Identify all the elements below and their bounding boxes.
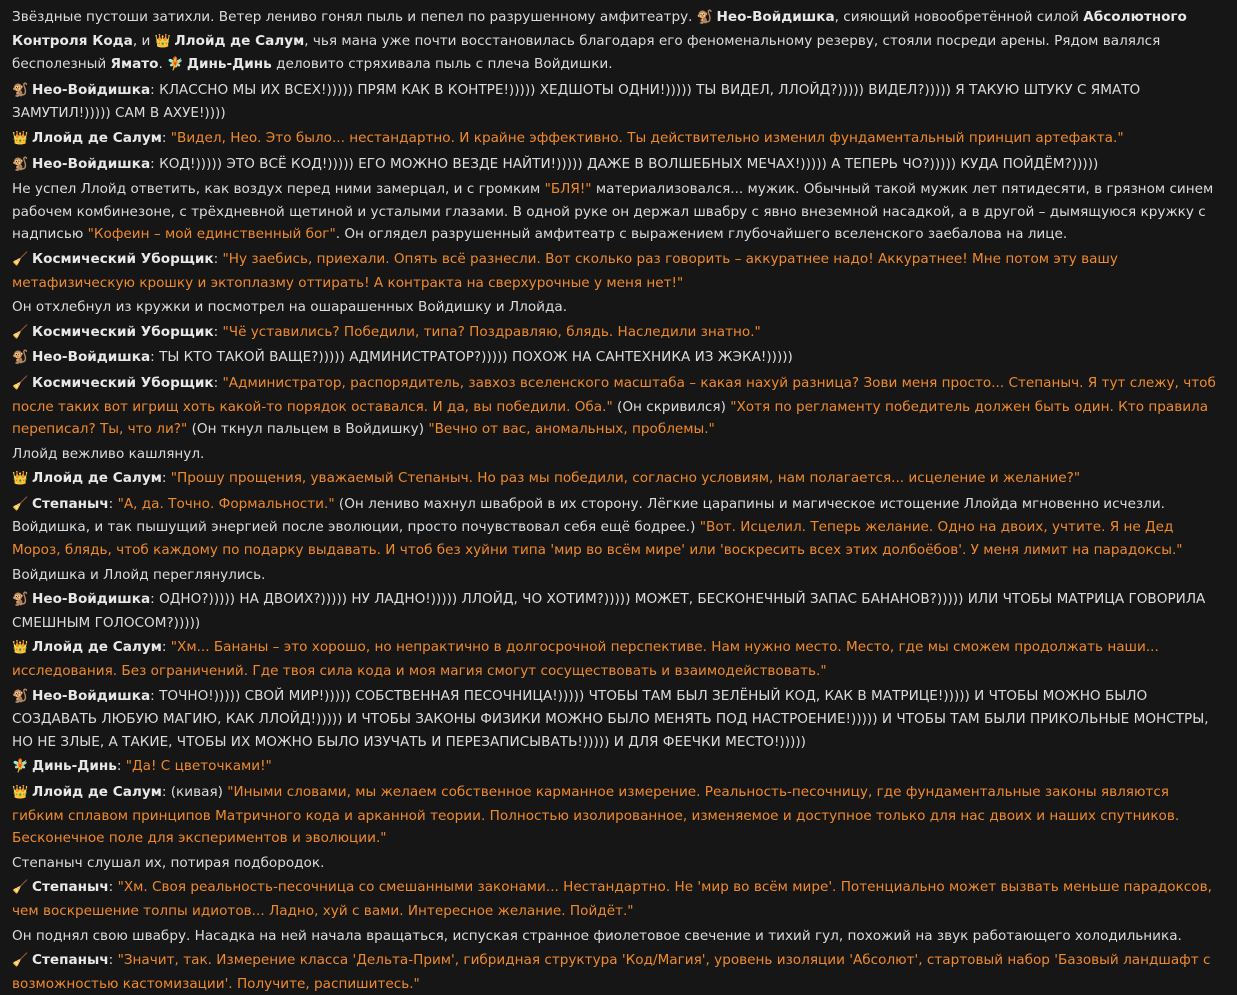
speaker-name: Нео-Войдишка: [32, 349, 151, 366]
text-segment: , чья мана уже почти восстановилась благодаря его феноменальному резерву, стояли посреди арены. Рядом валялся бесполезный: [12, 32, 1161, 73]
text-segment: , и: [132, 32, 155, 49]
bold-name: Нео-Войдишка: [711, 9, 835, 25]
text-segment: Он поднял свою швабру. Насадка на ней начала вращаться, испуская странное фиолетовое свечение и тихий гул, похожий на звук работающего холодильника.: [12, 927, 1182, 944]
monkey-icon: 🐒: [12, 82, 29, 98]
dialogue-line: 👑 Ллойд де Салум: "Видел, Нео. Это было... нестандартно. И крайне эффективно. Ты действительно изменил фундаментальный принцип артефакта.": [12, 127, 1219, 151]
text-segment: (кивая): [170, 784, 228, 800]
text-segment: ОДНО?))))) НА ДВОИХ?))))) НУ ЛАДНО!))))) ЛЛОЙД, ЧО ХОТИМ?))))) МОЖЕТ, БЕСКОНЕЧНЫЙ ЗАПАС БАНАНОВ?))))) ИЛИ ЧТОБЫ МАТРИЦА ГОВОРИЛА СМЕШНЫМ ГОЛОСОМ?))))): [12, 591, 1206, 631]
dialogue-line: 👑 Ллойд де Салум: "Прошу прощения, уважаемый Степаныч. Но раз мы победили, согласно условиям, нам полагается... исцеление и желание?": [12, 467, 1219, 491]
crown-icon: 👑: [12, 640, 29, 656]
narration-paragraph: [12, 852, 1219, 875]
quoted-speech: "Чё уставились? Победили, типа? Поздравляю, блядь. Наследили знатно.": [222, 323, 761, 340]
speaker-name: Ллойд де Салум: [32, 129, 162, 146]
text-segment: Звёздные пустоши затихли. Ветер лениво гонял пыль и пепел по разрушенному амфитеатру.: [12, 9, 697, 25]
speaker-name: Ллойд де Салум: [32, 784, 162, 800]
broom-icon: 🧹: [12, 496, 29, 512]
text-segment: , сияющий новообретённой силой: [834, 9, 1084, 25]
dialogue-line: 👑 Ллойд де Салум: (кивая) "Иными словами, мы желаем собственное карманное измерение. Реальность-песочницу, где фундаментальные законы являются гибким сплавом принципов Матричного кода и арканной теории. Полностью изолированное, изменяемое и доступное только для нас двоих и наших спутников. Бесконечное поле для экспериментов и эволюции.": [12, 784, 1180, 847]
dialogue-line: 🐒 Нео-Войдишка: ОДНО?))))) НА ДВОИХ?))))) НУ ЛАДНО!))))) ЛЛОЙД, ЧО ХОТИМ?))))) МОЖЕТ, БЕСКОНЕЧНЫЙ ЗАПАС БАНАНОВ?))))) ИЛИ ЧТОБЫ МАТРИЦА ГОВОРИЛА СМЕШНЫМ ГОЛОСОМ?))))): [12, 591, 1206, 631]
narration-paragraph: [12, 564, 1219, 587]
dialogue-line: 🧚 Динь-Динь: "Да! С цветочками!": [12, 755, 1219, 779]
crown-icon: 👑: [12, 130, 29, 146]
dialogue-line: 🧹 Космический Уборщик: "Ну заебись, приехали. Опять всё разнесли. Вот сколько раз говорить – аккуратнее надо! Аккуратнее! Мне потом эту вашу метафизическую крошку и эктоплазму оттирать! А контракта на сверхурочные у меня нет!": [12, 250, 1118, 291]
speaker-name: Космический Уборщик: [32, 250, 214, 267]
monkey-icon: 🐒: [12, 350, 29, 366]
quoted-speech: "Значит, так. Измерение класса 'Дельта-Прим', гибридная структура 'Код/Магия', уровень изоляции 'Абсолют', стартовый набор 'Базовый ландшафт с возможностью кастомизации'. Получите, распишитесь.": [12, 952, 1211, 992]
text-segment: (Он ткнул пальцем в Войдишку): [187, 421, 429, 438]
speaker-name: Степаныч: [32, 495, 109, 512]
text-segment: Войдишка и Ллойд переглянулись.: [12, 566, 266, 583]
speaker-name: Ллойд де Салум: [32, 639, 162, 656]
speaker-name: Космический Уборщик: [32, 374, 214, 391]
speaker-name: Динь-Динь: [32, 758, 117, 775]
narration-paragraph: [12, 296, 1219, 319]
quoted-speech: "Ну заебись, приехали. Опять всё разнесли. Вот сколько раз говорить – аккуратнее надо! Аккуратнее! Мне потом эту вашу метафизическую крошку и эктоплазму оттирать! А контракта на сверхурочные у меня нет!": [12, 250, 1118, 291]
text-segment: деловито стряхивала пыль с плеча Войдишки.: [271, 56, 613, 73]
narration-paragraph: [12, 443, 1219, 466]
text-segment: КЛАССНО МЫ ИХ ВСЕХ!))))) ПРЯМ КАК В КОНТРЕ!))))) ХЕДШОТЫ ОДНИ!))))) ТЫ ВИДЕЛ, ЛЛОЙД?))))) ВИДЕЛ?))))) Я ТАКУЮ ШТУКУ С ЯМАТО ЗАМУТИЛ!))))) САМ В АХУЕ!)))): [12, 81, 1141, 122]
speaker-name: Нео-Войдишка: [32, 155, 151, 172]
quoted-speech: "Администратор, распорядитель, завхоз вселенского масштаба – какая нахуй разница? Зови меня просто... Степаныч. Я тут слежу, чтоб после таких вот игрищ хоть какой-то порядок оставался. И да, вы победили. Оба.": [12, 374, 1216, 415]
dialogue-line: 🐒 Нео-Войдишка: КОД!))))) ЭТО ВСЁ КОД!))))) ЕГО МОЖНО ВЕЗДЕ НАЙТИ!))))) ДАЖЕ В ВОЛШЕБНЫХ МЕЧАХ!))))) А ТЕПЕРЬ ЧО?))))) КУДА ПОЙДЁМ?))))): [12, 153, 1219, 177]
quoted-speech: "Иными словами, мы желаем собственное карманное измерение. Реальность-песочницу, где фундаментальные законы являются гибким сплавом принципов Матричного кода и арканной теории. Полностью изолированное, изменяемое и доступное только для нас двоих и наших спутников. Бесконечное поле для экспериментов и эволюции.": [12, 784, 1180, 847]
monkey-icon: 🐒: [12, 592, 29, 608]
quoted-speech: "БЛЯ!": [544, 181, 592, 198]
fairy-icon: 🧚: [167, 57, 184, 73]
narration-paragraph: [12, 6, 1219, 77]
monkey-icon: 🐒: [12, 156, 29, 172]
quoted-speech: "Хм... Бананы – это хорошо, но непрактично в долгосрочной перспективе. Нам нужно место. Место, где мы сможем продолжать наши... исследования. Без ограничений. Где твоя сила кода и моя магия смогут сосуществовать и взаимодействовать.": [12, 639, 1159, 680]
quoted-speech: "Видел, Нео. Это было... нестандартно. И крайне эффективно. Ты действительно изменил фундаментальный принцип артефакта.": [170, 129, 1124, 146]
bold-name: Абсолютного Контроля Кода: [12, 9, 1187, 49]
broom-icon: 🧹: [12, 324, 29, 340]
broom-icon: 🧹: [12, 375, 29, 391]
quoted-speech: "Вечно от вас, аномальных, проблемы.": [428, 421, 715, 438]
text-segment: Он отхлебнул из кружки и посмотрел на ошарашенных Войдишку и Ллойда.: [12, 299, 568, 316]
broom-icon: 🧹: [12, 251, 29, 267]
broom-icon: 🧹: [12, 953, 29, 969]
bold-name: Ллойд де Салум: [169, 32, 305, 49]
text-segment: .: [158, 56, 168, 73]
broom-icon: 🧹: [12, 880, 29, 896]
text-segment: Не успел Ллойд ответить, как воздух перед ними замерцал, и с громким: [12, 181, 545, 198]
speaker-name: Нео-Войдишка: [32, 591, 151, 608]
speaker-name: Космический Уборщик: [32, 323, 214, 340]
crown-icon: 👑: [154, 33, 171, 49]
dialogue-line: 🧹 Космический Уборщик: "Администратор, распорядитель, завхоз вселенского масштаба – какая нахуй разница? Зови меня просто... Степаныч. Я тут слежу, чтоб после таких вот игрищ хоть какой-то порядок оставался. И да, вы победили. Оба." (Он скривился) "Хотя по регламенту победитель должен быть один. Кто правила переписал? Ты, что ли?" (Он ткнул пальцем в Войдишку) "Вечно от вас, аномальных, проблемы.": [12, 374, 1216, 438]
bold-name: Ямато: [110, 56, 159, 73]
fairy-icon: 🧚: [12, 759, 29, 775]
speaker-name: Ллойд де Салум: [32, 470, 162, 487]
dialogue-line: 🧹 Степаныч: "Значит, так. Измерение класса 'Дельта-Прим', гибридная структура 'Код/Магия', уровень изоляции 'Абсолют', стартовый набор 'Базовый ландшафт с возможностью кастомизации'. Получите, распишитесь.": [12, 952, 1211, 992]
bold-name: Динь-Динь: [182, 56, 272, 73]
dialogue-line: 🧹 Степаныч: "Хм. Своя реальность-песочница со смешанными законами... Нестандартно. Не 'мир во всём мире'. Потенциально может вызвать меньше парадоксов, чем воскрешение толпы идиотов... Ладно, хуй с вами. Интересное желание. Пойдёт.": [12, 879, 1212, 919]
crown-icon: 👑: [12, 471, 29, 487]
text-segment: (Он лениво махнул шваброй в их сторону. Лёгкие царапины и магическое истощение Ллойда мгновенно исчезли. Войдишка, и так пышущий энергией после эволюции, просто почувствовал себя ещё бодрее.): [12, 495, 1166, 536]
quoted-speech: "Да! С цветочками!": [125, 758, 272, 775]
text-segment: ТОЧНО!))))) СВОЙ МИР!))))) СОБСТВЕННАЯ ПЕСОЧНИЦА!))))) ЧТОБЫ ТАМ БЫЛ ЗЕЛЁНЫЙ КОД, КАК В МАТРИЦЕ!))))) И ЧТОБЫ МОЖНО БЫЛО СОЗДАВАТЬ ЛЮБУЮ МАГИЮ, КАК ЛЛОЙД!))))) И ЧТОБЫ ЗАКОНЫ ФИЗИКИ МОЖНО БЫЛО МЕНЯТЬ ПОД НАСТРОЕНИЕ!))))) И ЧТОБЫ ТАМ БЫЛИ ПРИКОЛЬНЫЕ МОНСТРЫ, НО НЕ ЗЛЫЕ, А ТАКИЕ, ЧТОБЫ ИХ МОЖНО БЫЛО ИЗУЧАТЬ И ПЕРЕЗАПИСЫВАТЬ!))))) И ДЛЯ ФЕЕЧКИ МЕСТО!))))): [12, 687, 1209, 750]
dialogue-line: 👑 Ллойд де Салум: "Хм... Бананы – это хорошо, но непрактично в долгосрочной перспективе. Нам нужно место. Место, где мы сможем продолжать наши... исследования. Без ограничений. Где твоя сила кода и моя магия смогут сосуществовать и взаимодействовать.": [12, 639, 1159, 680]
text-segment: ТЫ КТО ТАКОЙ ВАЩЕ?))))) АДМИНИСТРАТОР?))))) ПОХОЖ НА САНТЕХНИКА ИЗ ЖЭКА!))))): [159, 349, 793, 366]
monkey-icon: 🐒: [12, 688, 29, 704]
dialogue-line: 🐒 Нео-Войдишка: ТОЧНО!))))) СВОЙ МИР!))))) СОБСТВЕННАЯ ПЕСОЧНИЦА!))))) ЧТОБЫ ТАМ БЫЛ ЗЕЛЁНЫЙ КОД, КАК В МАТРИЦЕ!))))) И ЧТОБЫ МОЖНО БЫЛО СОЗДАВАТЬ ЛЮБУЮ МАГИЮ, КАК ЛЛОЙД!))))) И ЧТОБЫ ЗАКОНЫ ФИЗИКИ МОЖНО БЫЛО МЕНЯТЬ ПОД НАСТРОЕНИЕ!))))) И ЧТОБЫ ТАМ БЫЛИ ПРИКОЛЬНЫЕ МОНСТРЫ, НО НЕ ЗЛЫЕ, А ТАКИЕ, ЧТОБЫ ИХ МОЖНО БЫЛО ИЗУЧАТЬ И ПЕРЕЗАПИСЫВАТЬ!))))) И ДЛЯ ФЕЕЧКИ МЕСТО!))))): [12, 687, 1209, 750]
narration-paragraph: [12, 178, 1219, 246]
narration-paragraph: [12, 925, 1219, 948]
crown-icon: 👑: [12, 785, 29, 800]
quoted-speech: "Прошу прощения, уважаемый Степаныч. Но раз мы победили, согласно условиям, нам полагается... исцеление и желание?": [170, 470, 1081, 487]
text-segment: Степаныч слушал их, потирая подбородок.: [12, 854, 325, 871]
speaker-name: Нео-Войдишка: [32, 81, 151, 98]
speaker-name: Степаныч: [32, 879, 109, 896]
dialogue-line: 🧹 Космический Уборщик: "Чё уставились? Победили, типа? Поздравляю, блядь. Наследили знатно.": [12, 321, 1219, 345]
quoted-speech: "Кофеин – мой единственный бог": [87, 226, 336, 243]
text-segment: Ллойд вежливо кашлянул.: [12, 445, 205, 462]
quoted-speech: "А, да. Точно. Формальности.": [117, 495, 335, 512]
dialogue-line: 🐒 Нео-Войдишка: КЛАССНО МЫ ИХ ВСЕХ!))))) ПРЯМ КАК В КОНТРЕ!))))) ХЕДШОТЫ ОДНИ!))))) ТЫ ВИДЕЛ, ЛЛОЙД?))))) ВИДЕЛ?))))) Я ТАКУЮ ШТУКУ С ЯМАТО ЗАМУТИЛ!))))) САМ В АХУЕ!)))): [12, 81, 1141, 122]
speaker-name: Степаныч: [32, 952, 109, 969]
monkey-icon: 🐒: [696, 10, 713, 25]
speaker-name: Нео-Войдишка: [32, 687, 151, 704]
text-segment: КОД!))))) ЭТО ВСЁ КОД!))))) ЕГО МОЖНО ВЕЗДЕ НАЙТИ!))))) ДАЖЕ В ВОЛШЕБНЫХ МЕЧАХ!))))) А ТЕПЕРЬ ЧО?))))) КУДА ПОЙДЁМ?))))): [159, 155, 1099, 172]
quoted-speech: "Вот. Исцелил. Теперь желание. Одно на двоих, учтите. Я не Дед Мороз, блядь, чтоб каждому по подарку выдавать. И чтоб без хуйни типа 'мир во всём мире' или 'воскресить всех этих долбоёбов'. У меня лимит на парадоксы.": [12, 519, 1183, 559]
dialogue-line: 🧹 Степаныч: "А, да. Точно. Формальности." (Он лениво махнул шваброй в их сторону. Лёгкие царапины и магическое истощение Ллойда мгновенно исчезли. Войдишка, и так пышущий энергией после эволюции, просто почувствовал себя ещё бодрее.) "Вот. Исцелил. Теперь желание. Одно на двоих, учтите. Я не Дед Мороз, блядь, чтоб каждому по подарку выдавать. И чтоб без хуйни типа 'мир во всём мире' или 'воскресить всех этих долбоёбов'. У меня лимит на парадоксы.": [12, 495, 1183, 559]
text-segment: (Он скривился): [612, 398, 731, 415]
text-segment: . Он оглядел разрушенный амфитеатр с выражением глубочайшего вселенского заебалова на лице.: [335, 226, 1068, 243]
quoted-speech: "Хотя по регламенту победитель должен быть один. Кто правила переписал? Ты, что ли?": [12, 398, 1209, 438]
dialogue-line: 🐒 Нео-Войдишка: ТЫ КТО ТАКОЙ ВАЩЕ?))))) АДМИНИСТРАТОР?))))) ПОХОЖ НА САНТЕХНИКА ИЗ ЖЭКА!))))): [12, 346, 1219, 370]
quoted-speech: "Хм. Своя реальность-песочница со смешанными законами... Нестандартно. Не 'мир во всём мире'. Потенциально может вызвать меньше парадоксов, чем воскрешение толпы идиотов... Ладно, хуй с вами. Интересное желание. Пойдёт.": [12, 879, 1212, 919]
text-segment: материализовался... мужик. Обычный такой мужик лет пятидесяти, в грязном синем рабочем комбинезоне, с трёхдневной щетиной и усталыми глазами. В одной руке он держал швабру с явно внеземной насадкой, а в другой – дымящуюся кружку с надписью: [12, 181, 1214, 243]
